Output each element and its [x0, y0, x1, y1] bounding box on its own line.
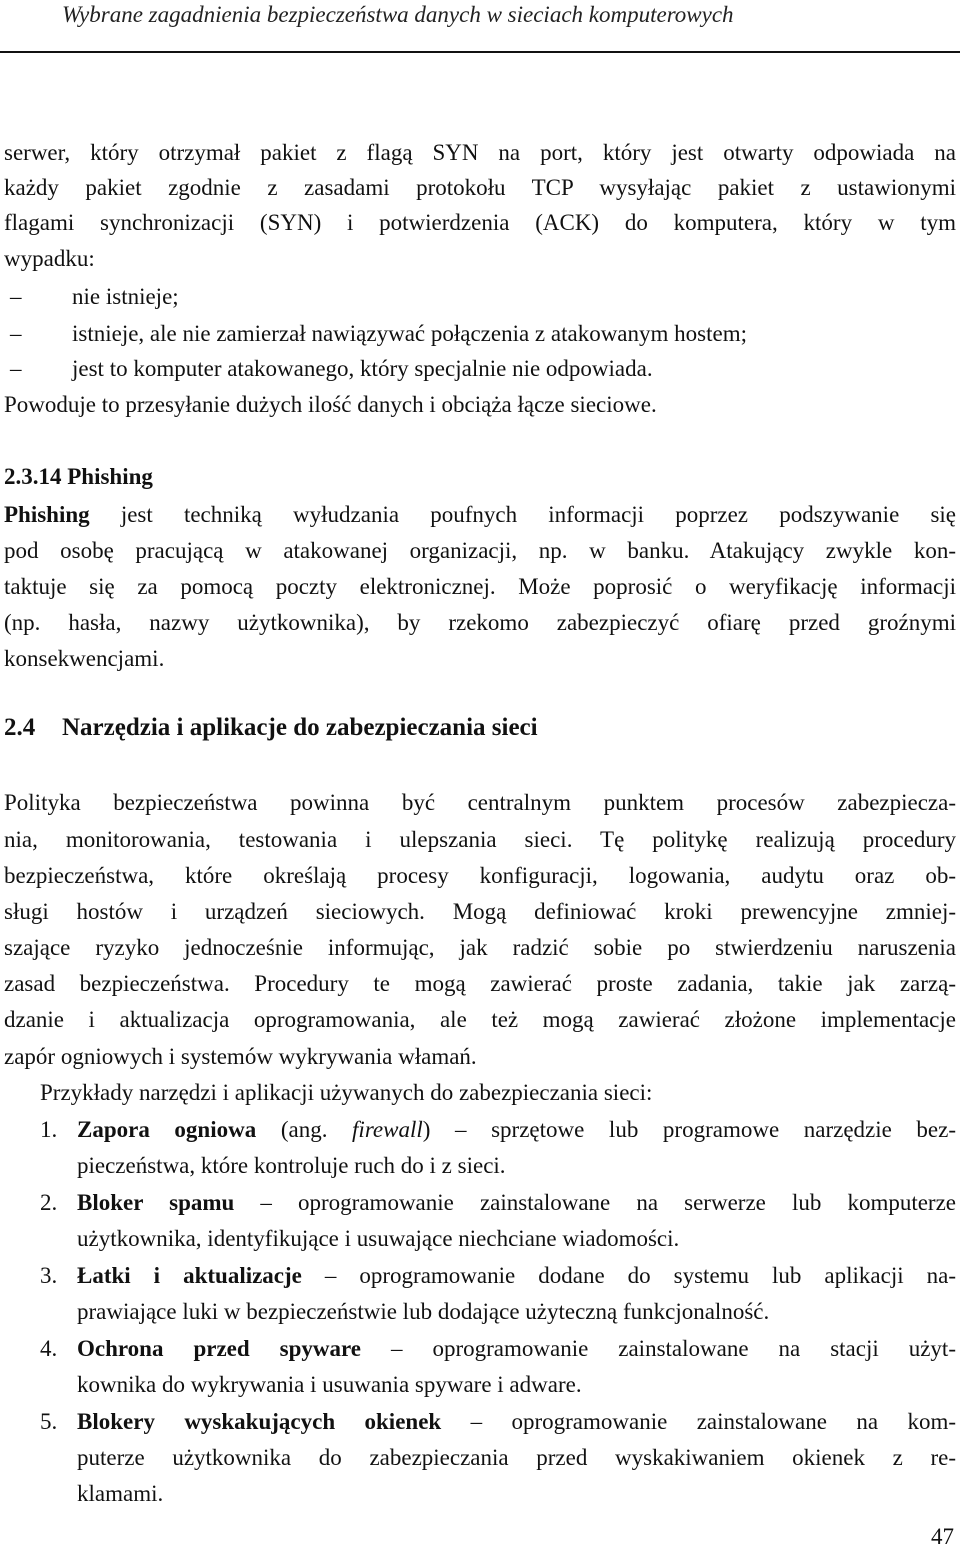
page-number: 47	[931, 1524, 954, 1549]
body-line: nia, monitorowania, testowania i ulepszania sieci. Tę politykę realizują procedury	[4, 827, 956, 852]
dash-list-item: – istnieje, ale nie zamierzał nawiązywać połączenia z atakowanym hostem;	[10, 321, 747, 346]
body-line: wypadku:	[4, 246, 95, 271]
section-title: Narzędzia i aplikacje do zabezpieczania sieci	[62, 714, 538, 741]
bold-term: Phishing	[4, 502, 90, 527]
numbered-list-item: 5. Blokery wyskakujących okienek – oprogramowanie zainstalowane na kom-	[40, 1409, 956, 1434]
body-line: (np. hasła, nazwy użytkownika), by rzekomo zabezpieczyć ofiarę przed groźnymi	[4, 610, 956, 635]
running-header: Wybrane zagadnienia bezpieczeństwa danych w sieciach komputerowych	[62, 2, 734, 27]
list-item-continuation: prawiające luki w bezpieczeństwie lub dodające użyteczną funkcjonalność.	[77, 1299, 770, 1324]
body-line: taktuje się za pomocą poczty elektronicznej. Może poprosić o weryfikację informacji	[4, 574, 956, 599]
bold-term: Ochrona przed spyware	[77, 1336, 361, 1361]
italic-term: firewall	[352, 1117, 423, 1142]
body-line: Polityka bezpieczeństwa powinna być centralnym punktem procesów zabezpiecza-	[4, 790, 956, 815]
dash-list-item: – jest to komputer atakowanego, który specjalnie nie odpowiada.	[10, 356, 653, 381]
numbered-list-item: 1. Zapora ogniowa (ang. firewall) – sprzętowe lub programowe narzędzie bez-	[40, 1117, 956, 1142]
body-line: szające ryzyko jednocześnie informując, jak radzić sobie po stwierdzeniu naruszenia	[4, 935, 956, 960]
numbered-list-item: 2. Bloker spamu – oprogramowanie zainstalowane na serwerze lub komputerze	[40, 1190, 957, 1215]
bold-term: Bloker spamu	[77, 1190, 235, 1215]
body-line: zapór ogniowych i systemów wykrywania włamań.	[4, 1044, 477, 1069]
body-line: pod osobę pracującą w atakowanej organizacji, np. w banku. Atakujący zwykle kon-	[4, 538, 956, 563]
body-line: zasad bezpieczeństwa. Procedury te mogą zawierać proste zadania, takie jak zarzą-	[4, 971, 956, 996]
section-heading	[4, 714, 538, 742]
numbered-list-item: 3. Łatki i aktualizacje – oprogramowanie dodane do systemu lub aplikacji na-	[40, 1263, 956, 1288]
subsection-heading	[4, 460, 956, 494]
list-item-continuation: klamami.	[77, 1481, 164, 1506]
body-line: każdy pakiet zgodnie z zasadami protokołu TCP wysyłając pakiet z ustawionymi	[4, 175, 956, 200]
bold-term: Blokery wyskakujących okienek	[77, 1409, 442, 1434]
dash-list-item: – nie istnieje;	[10, 284, 179, 309]
list-item-continuation: pieczeństwa, które kontroluje ruch do i z sieci.	[77, 1153, 506, 1178]
body-line: serwer, który otrzymał pakiet z flagą SYN na port, który jest otwarty odpowiada na	[4, 140, 956, 165]
body-line: konsekwencjami.	[4, 646, 165, 671]
body-line: bezpieczeństwa, które określają procesy konfiguracji, logowania, audytu oraz ob-	[4, 863, 956, 888]
list-intro: Przykłady narzędzi i aplikacji używanych do zabezpieczania sieci:	[40, 1080, 653, 1105]
header-rule	[0, 51, 960, 53]
list-item-continuation: kownika do wykrywania i usuwania spyware i adware.	[77, 1372, 582, 1397]
body-line: flagami synchronizacji (SYN) i potwierdzenia (ACK) do komputera, który w tym	[4, 210, 956, 235]
body-line: Phishing jest techniką wyłudzania poufnych informacji poprzez podszywanie się	[4, 502, 956, 527]
bold-term: Zapora ogniowa	[77, 1117, 257, 1142]
numbered-list-item: 4. Ochrona przed spyware – oprogramowanie zainstalowane na stacji użyt-	[40, 1336, 956, 1361]
body-line: sługi hostów i urządzeń sieciowych. Mogą definiować kroki prewencyjne zmniej-	[4, 899, 956, 924]
section-number: 2.4	[4, 714, 36, 741]
subsection-number: 2.3.14	[4, 464, 62, 489]
list-item-continuation: puterze użytkownika do zabezpieczania przed wyskakiwaniem okienek z re-	[77, 1445, 956, 1470]
body-line: Powoduje to przesyłanie dużych ilość danych i obciąża łącze sieciowe.	[4, 392, 657, 417]
list-item-continuation: użytkownika, identyfikujące i usuwające niechciane wiadomości.	[77, 1226, 680, 1251]
body-line: dzanie i aktualizacja oprogramowania, ale też mogą zawierać złożone implementacje	[4, 1007, 956, 1032]
bold-term: Łatki i aktualizacje	[77, 1263, 302, 1288]
subsection-title: Phishing	[67, 464, 153, 489]
